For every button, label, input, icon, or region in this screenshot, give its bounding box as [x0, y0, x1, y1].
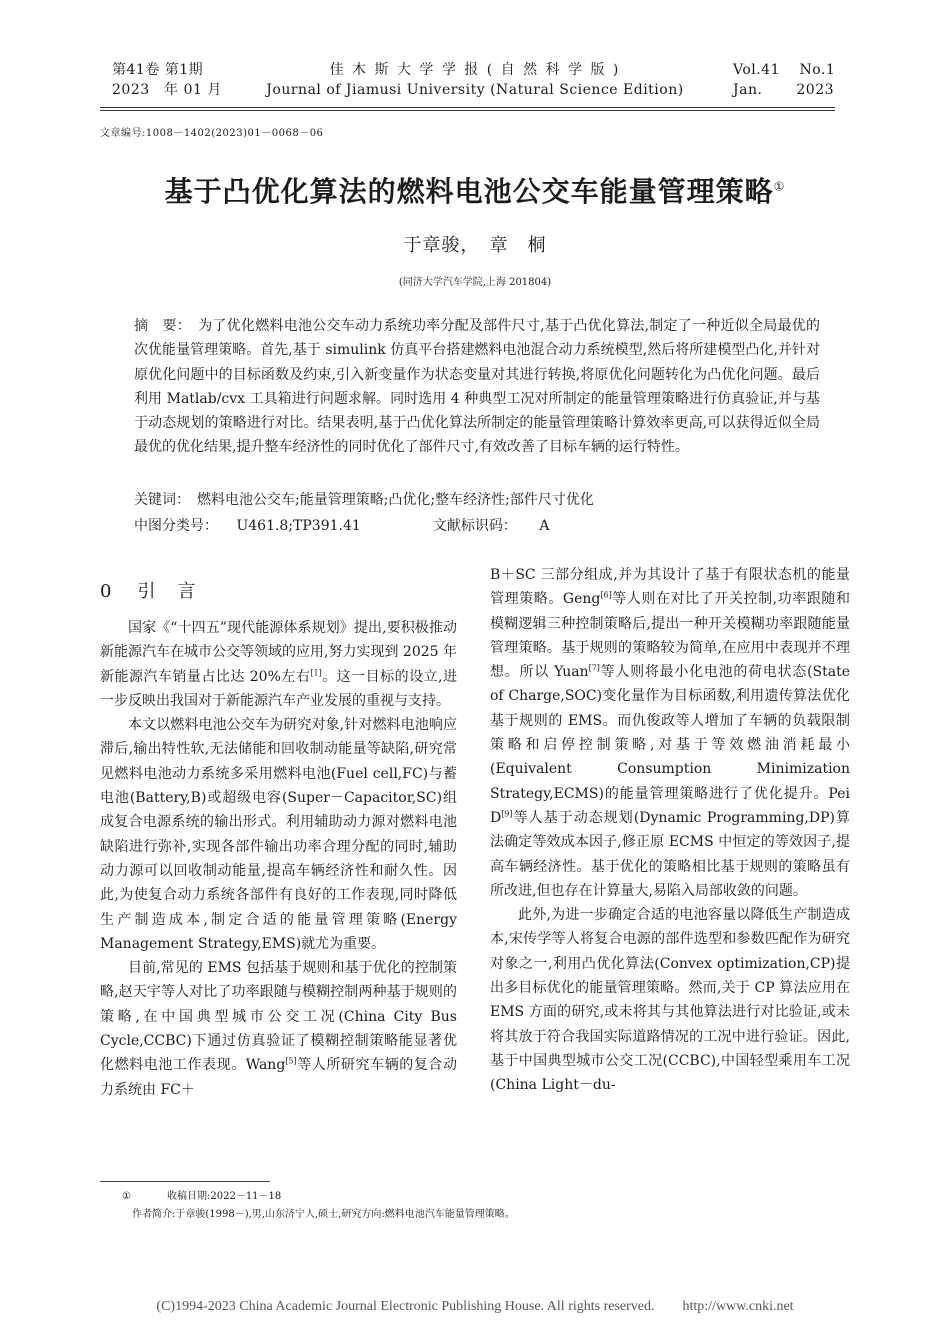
keywords [134, 488, 820, 512]
header-date: 2023 年 01 月 [112, 82, 222, 98]
section-heading [100, 577, 197, 603]
right-paragraph-2: 此外,为进一步确定合适的电池容量以降低生产制造成本,宋传学等人将复合电源的部件选型和参数匹配作为研究对象之一,利用凸优化算法(Convex optimization,CP)提出多目标优化的能量管理策略。然而,关于 CP 算法应用在 EMS 方面的研究,或未将其与其他算法进行对比验证,或未将其放于符合我国实际道路情况的工况中进行验证。因此,基于中国典型城市公交工况(CCBC),中国轻型乘用车工况(China Light－du- [490, 907, 850, 1094]
footnote-author-bio: 作者简介:于章骏(1998－),男,山东济宁人,硕士,研究方向:燃料电池汽车能量管理策略。 [132, 1209, 515, 1220]
footnote [100, 1188, 860, 1224]
authors: 于章骏， 章 桐 [403, 235, 547, 256]
right-p1-text-c: 等人则将最小化电池的荷电状态(State of Charge,SOC)变化量作为目标函数,利用遗传算法优化基于规则的 EMS。而仇俊政等人增加了车辆的负载限制策略和启停控制策略,对基于等效燃油消耗最小(Equivalent Consumption Minimization Strategy,ECMS)的能量管理策略进行了优化提升。Pei D [490, 664, 851, 826]
footnote-mark: ① [122, 1191, 131, 1202]
right-paragraph-1 [490, 563, 850, 903]
header-rule [100, 107, 835, 108]
keywords-text: 燃料电池公交车;能量管理策略;凸优化;整车经济性;部件尺寸优化 [197, 492, 594, 508]
citation-6: [6] [600, 590, 612, 600]
header-volume-issue: 第41卷 第1期 [112, 62, 204, 78]
header-journal-en: Journal of Jiamusi University (Natural Science Edition) [266, 82, 684, 98]
footnote-received-text: 收稿日期:2022－11－18 [167, 1191, 282, 1202]
copyright-notice: (C)1994-2023 China Academic Journal Electronic Publishing House. All rights reserved. http://www.cnki.net [156, 1299, 794, 1314]
header-date-en: Jan. 2023 [733, 82, 835, 98]
right-column [490, 563, 850, 1098]
header-rule-thin [100, 110, 835, 111]
citation-9: [9] [501, 809, 513, 819]
paper-title [0, 170, 950, 210]
classification [134, 514, 549, 538]
doc-code-label: 文献标识码： [432, 518, 517, 534]
abstract-label: 摘 要： [134, 318, 184, 334]
abstract [134, 314, 820, 460]
citation-5: [5] [285, 1056, 297, 1066]
header-journal-cn: 佳 木 斯 大 学 学 报 ( 自 然 科 学 版 ) [329, 62, 621, 78]
right-p1-text-a: B＋SC 三部分组成,并为其设计了基于有限状态机的能量管理策略。Geng [490, 567, 850, 608]
left-p3-text-a: 目前,常见的 EMS 包括基于规则和基于优化的控制策略,赵天宇等人对比了功率跟随与模糊控制两种基于规则的策略,在中国典型城市公交工况(China City Bus Cycle,CCBC)下通过仿真验证了模糊控制策略能显著优化燃料电池工作表现。Wang [100, 960, 457, 1074]
left-p1-text-a: 国家《“十四五”现代能源体系规划》提出,要积极推动新能源汽车在城市公交等领域的应用,努力实现到 2025 年新能源汽车销量占比达 20%左右 [100, 620, 457, 685]
citation-7: [7] [588, 663, 600, 673]
title-note-mark: ① [773, 179, 786, 194]
citation-1: [1] [310, 667, 322, 677]
keywords-label: 关键词： [134, 492, 183, 508]
header-vol-no-en: Vol.41 No.1 [733, 62, 836, 78]
right-p1-text-b: 等人则在对比了开关控制,功率跟随和模糊逻辑三种控制策略后,提出一种开关模糊功率跟随能量管理策略。基于规则的策略较为简单,在应用中表现并不理想。所以 Yuan [490, 591, 851, 681]
right-p1-text-d: 等人基于动态规划(Dynamic Programming,DP)算法确定等效成本因子,修正原 ECMS 中恒定的等效因子,提高车辆经济性。基于优化的策略相比基于规则的策略虽有所改进,但也存在计算量大,易陷入局部收敛的问题。 [490, 809, 850, 899]
footnote-rule [100, 1181, 270, 1182]
paper-title-text: 基于凸优化算法的燃料电池公交车能量管理策略 [164, 175, 774, 208]
doc-code-value: A [539, 518, 550, 534]
left-paragraph-1 [100, 616, 457, 713]
footnote-received [100, 1188, 860, 1206]
section-number: 0 [100, 581, 114, 602]
section-title: 引 言 [137, 581, 198, 602]
left-p3-text-b: 等人所研究车辆的复合动力系统由 FC＋ [100, 1057, 458, 1098]
left-paragraph-2: 本文以燃料电池公交车为研究对象,针对燃料电池响应滞后,输出特性软,无法储能和回收制动能量等缺陷,研究常见燃料电池动力系统多采用燃料电池(Fuel cell,FC)与蓄电池(Battery,B)或超级电容(Super－Capacitor,SC)组成复合电源系统的输出形式。利用辅助动力源对燃料电池缺陷进行弥补,实现各部件输出功率合理分配的同时,辅助动力源可以回收制动能量,提高车辆经济性和耐久性。因此,为使复合动力系统各部件有良好的工作表现,同时降低生产制造成本,制定合适的能量管理策略(Energy Management Strategy,EMS)就尤为重要。 [100, 717, 457, 952]
left-column [100, 616, 457, 1102]
classification-label: 中图分类号： [134, 518, 218, 534]
left-paragraph-3 [100, 956, 457, 1102]
left-p1-text-b: 。这一目标的设立,进一步反映出我国对于新能源汽车产业发展的重视与支持。 [100, 668, 457, 709]
abstract-text: 为了优化燃料电池公交车动力系统功率分配及部件尺寸,基于凸优化算法,制定了一种近似全局最优的次优能量管理策略。首先,基于 simulink 仿真平台搭建燃料电池混合动力系统模型,然后将所建模型凸化,并针对原优化问题中的目标函数及约束,引入新变量作为状态变量对其进行转换,将原优化问题转化为凸优化问题。最后利用 Matlab/cvx 工具箱进行问题求解。同时选用 4 种典型工况对所制定的能量管理策略进行仿真验证,并与基于动态规划的策略进行对比。结果表明,基于凸优化算法所制定的能量管理策略计算效率更高,可以获得近似全局最优的优化结果,提升整车经济性的同时优化了部件尺寸,有效改善了目标车辆的运行特性。 [134, 318, 821, 456]
affiliation: (同济大学汽车学院,上海 201804) [398, 277, 552, 288]
article-number: 文章编号:1008－1402(2023)01－0068－06 [100, 128, 324, 139]
classification-value: U461.8;TP391.41 [236, 518, 361, 534]
